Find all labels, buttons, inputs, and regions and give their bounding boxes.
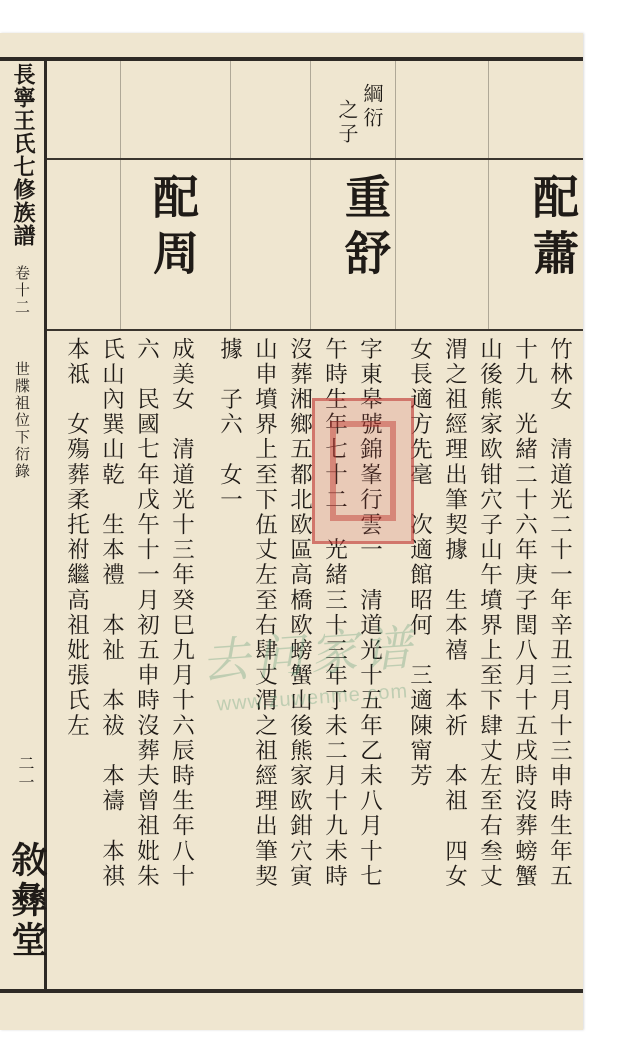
record-column-4: 渭之祖經理出筆契據 生本禧 本祈 本祖 四女 bbox=[441, 337, 468, 890]
cell-divider-3 bbox=[310, 61, 311, 329]
hall-name: 敘彝堂 bbox=[6, 841, 48, 961]
record-column-11: 成美女 清道光十三年癸巳九月十六辰時生年八十 bbox=[168, 337, 195, 890]
name-row-rule bbox=[47, 329, 583, 331]
cell-divider-5 bbox=[488, 61, 489, 329]
genealogy-page bbox=[0, 33, 583, 1030]
relation-label-line-2: 之子 bbox=[335, 99, 359, 147]
page-number: 二一 bbox=[16, 755, 35, 793]
record-column-14: 本祗 女殤葬柔托祔繼高祖妣張氏左 bbox=[63, 337, 90, 739]
cell-divider-1 bbox=[120, 61, 121, 329]
person-name-spouse-xiao: 配蕭 bbox=[526, 173, 580, 285]
bottom-border-rule bbox=[0, 989, 583, 993]
person-name-spouse-zhou: 配周 bbox=[146, 173, 200, 285]
record-column-1: 竹林女 清道光二十一年辛丑三月十三申時生年五 bbox=[546, 337, 573, 890]
watermark-url: www.zuwenme.com bbox=[216, 680, 409, 716]
record-column-8: 沒葬湘鄉五都北欧區高橋欧螃蟹山後熊家欧鉗穴寅 bbox=[286, 337, 313, 890]
record-column-10: 據 子六 女一 bbox=[216, 337, 243, 513]
watermark-main-text: 去问家谱 bbox=[199, 621, 420, 690]
record-column-5: 女長適方先毫 次適館昭何 三適陳甯芳 bbox=[406, 337, 433, 789]
record-column-6: 字東皋號錦峯行雲一 清道光十五年乙未八月十七 bbox=[356, 337, 383, 890]
record-column-12: 六 民國七年戊午十一月初五申時沒葬夫曾祖妣朱 bbox=[133, 337, 160, 890]
record-column-2: 十九 光緒二十六年庚子閏八月十五戌時沒葬螃蟹 bbox=[511, 337, 538, 890]
person-name-chongshu: 重舒 bbox=[338, 173, 392, 285]
cell-divider-2 bbox=[230, 61, 231, 329]
volume-label: 卷十二 bbox=[13, 265, 31, 316]
red-seal-stamp bbox=[312, 398, 414, 544]
seal-inner-frame bbox=[330, 421, 396, 521]
section-label: 世牒祖位下衍錄 bbox=[13, 361, 31, 480]
record-column-13: 氏山內巽山乾 生本禮 本祉 本祓 本禱 本祺 bbox=[98, 337, 125, 890]
record-column-9: 山申墳界上至下伍丈左至右肆丈渭之祖經理出筆契 bbox=[251, 337, 278, 890]
relation-label-line-1: 綱衍 bbox=[360, 83, 384, 131]
record-column-3: 山後熊家欧钳穴子山午墳界上至下肆丈左至右叁丈 bbox=[476, 337, 503, 890]
book-title: 長寧王氏七修族譜 bbox=[10, 63, 36, 247]
record-column-7: 午時生年七十二 光緒三十三年丁未二月十九未時 bbox=[321, 337, 348, 890]
top-border-rule bbox=[0, 57, 583, 61]
upper-register-rule bbox=[47, 158, 583, 160]
